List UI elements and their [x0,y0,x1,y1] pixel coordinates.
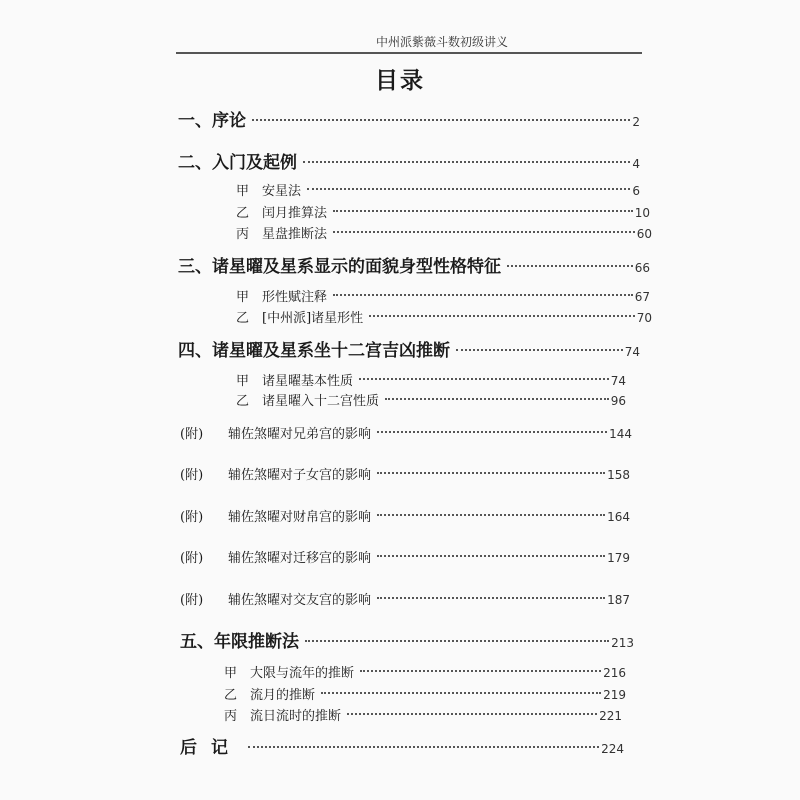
entry-number: 甲 [236,374,250,389]
dot-leader [307,188,630,190]
dot-leader [252,119,630,121]
entry-page-number: 66 [634,261,650,275]
entry-page-number: 96 [610,394,626,408]
entry-page-number: 187 [607,593,630,607]
entry-title: 流月的推断 [250,688,316,703]
entry-page-number: 179 [607,551,630,565]
header-rule [176,52,642,54]
toc-title: 目录 [375,67,425,94]
toc-appendix-entry[interactable] [180,506,630,528]
entry-number: 一、 [178,111,212,131]
entry-number: 二、 [178,153,212,173]
entry-number: 甲 [236,290,250,305]
toc-subentry[interactable] [236,202,650,224]
entry-page-number: 74 [624,345,640,359]
dot-leader [347,713,597,715]
toc-appendix-entry[interactable] [180,464,630,486]
dot-leader [377,431,607,433]
entry-page-number: 4 [632,157,640,171]
entry-number: 乙 [236,311,250,326]
entry-title: 辅佐煞曜对迁移宫的影响 [228,551,372,566]
entry-page-number: 216 [603,666,626,680]
dot-leader [377,597,605,599]
dot-leader [321,692,601,694]
running-head: 中州派紫薇斗数初级讲义 [375,35,508,49]
entry-title: 辅佐煞曜对子女宫的影响 [228,468,372,483]
entry-title: 流日流时的推断 [250,709,342,724]
dot-leader [360,670,601,672]
dot-leader [333,210,633,212]
entry-number: 乙 [224,688,238,703]
entry-page-number: 67 [634,290,650,304]
entry-title: 闰月推算法 [262,206,328,221]
dot-leader [385,398,609,400]
toc-entry-year-limits[interactable] [180,631,634,653]
toc-appendix-entry[interactable] [180,547,630,569]
entry-title: 年限推断法 [214,632,299,652]
toc-subentry[interactable] [236,307,652,329]
entry-number: 乙 [236,206,250,221]
dot-leader [333,294,633,296]
entry-number: 甲 [224,666,238,681]
toc-subentry[interactable] [224,662,626,684]
entry-title: 辅佐煞曜对兄弟宫的影响 [228,427,372,442]
entry-number: (附) [180,427,204,442]
entry-title: 诸星曜及星系坐十二宫吉凶推断 [212,341,450,361]
toc-entry-intro[interactable] [178,152,640,174]
dot-leader [456,349,623,351]
entry-page-number: 10 [634,206,650,220]
dot-leader [359,378,609,380]
entry-number: 四、 [178,341,212,361]
toc-appendix-entry[interactable] [180,423,632,445]
toc-appendix-entry[interactable] [180,589,630,611]
entry-page-number: 144 [609,427,632,441]
toc-entry-twelve-palaces[interactable] [178,340,640,362]
entry-number: 丙 [236,227,250,242]
entry-number: 五、 [180,632,214,652]
entry-title: 辅佐煞曜对交友宫的影响 [228,593,372,608]
entry-page-number: 2 [632,115,640,129]
toc-subentry[interactable] [236,286,650,308]
dot-leader [507,265,633,267]
entry-page-number: 60 [636,227,652,241]
entry-page-number: 158 [607,468,630,482]
entry-title: [中州派]诸星形性 [262,311,364,326]
entry-title: 后记 [180,738,242,758]
toc-entry-afterword[interactable] [180,737,624,759]
entry-title: 安星法 [262,184,302,199]
entry-title: 序论 [212,111,246,131]
entry-page-number: 219 [603,688,626,702]
entry-title: 星盘推断法 [262,227,328,242]
entry-title: 诸星曜入十二宫性质 [262,394,380,409]
toc-subentry[interactable] [236,180,640,202]
entry-page-number: 164 [607,510,630,524]
dot-leader [303,161,630,163]
entry-number: (附) [180,468,204,483]
toc-subentry[interactable] [236,370,626,392]
entry-page-number: 70 [636,311,652,325]
toc-entry-preface[interactable] [178,110,640,132]
entry-number: (附) [180,593,204,608]
entry-title: 辅佐煞曜对财帛宫的影响 [228,510,372,525]
toc-subentry[interactable] [224,684,626,706]
toc-subentry[interactable] [236,390,626,412]
entry-title: 诸星曜基本性质 [262,374,354,389]
dot-leader [377,472,605,474]
toc-subentry[interactable] [236,223,652,245]
dot-leader [377,555,605,557]
entry-page-number: 6 [632,184,640,198]
entry-title: 大限与流年的推断 [250,666,355,681]
entry-number: (附) [180,551,204,566]
entry-title: 形性赋注释 [262,290,328,305]
entry-page-number: 74 [610,374,626,388]
dot-leader [305,640,609,642]
entry-title: 诸星曜及星系显示的面貌身型性格特征 [212,257,501,277]
entry-title: 入门及起例 [212,153,297,173]
entry-number: 三、 [178,257,212,277]
dot-leader [248,746,599,748]
dot-leader [333,231,635,233]
entry-page-number: 221 [599,709,622,723]
entry-number: 甲 [236,184,250,199]
entry-page-number: 224 [601,742,624,756]
dot-leader [377,514,605,516]
entry-page-number: 213 [611,636,634,650]
dot-leader [369,315,635,317]
entry-number: 乙 [236,394,250,409]
entry-number: (附) [180,510,204,525]
entry-number: 丙 [224,709,238,724]
toc-entry-appearance[interactable] [178,256,650,278]
toc-subentry[interactable] [224,705,622,727]
